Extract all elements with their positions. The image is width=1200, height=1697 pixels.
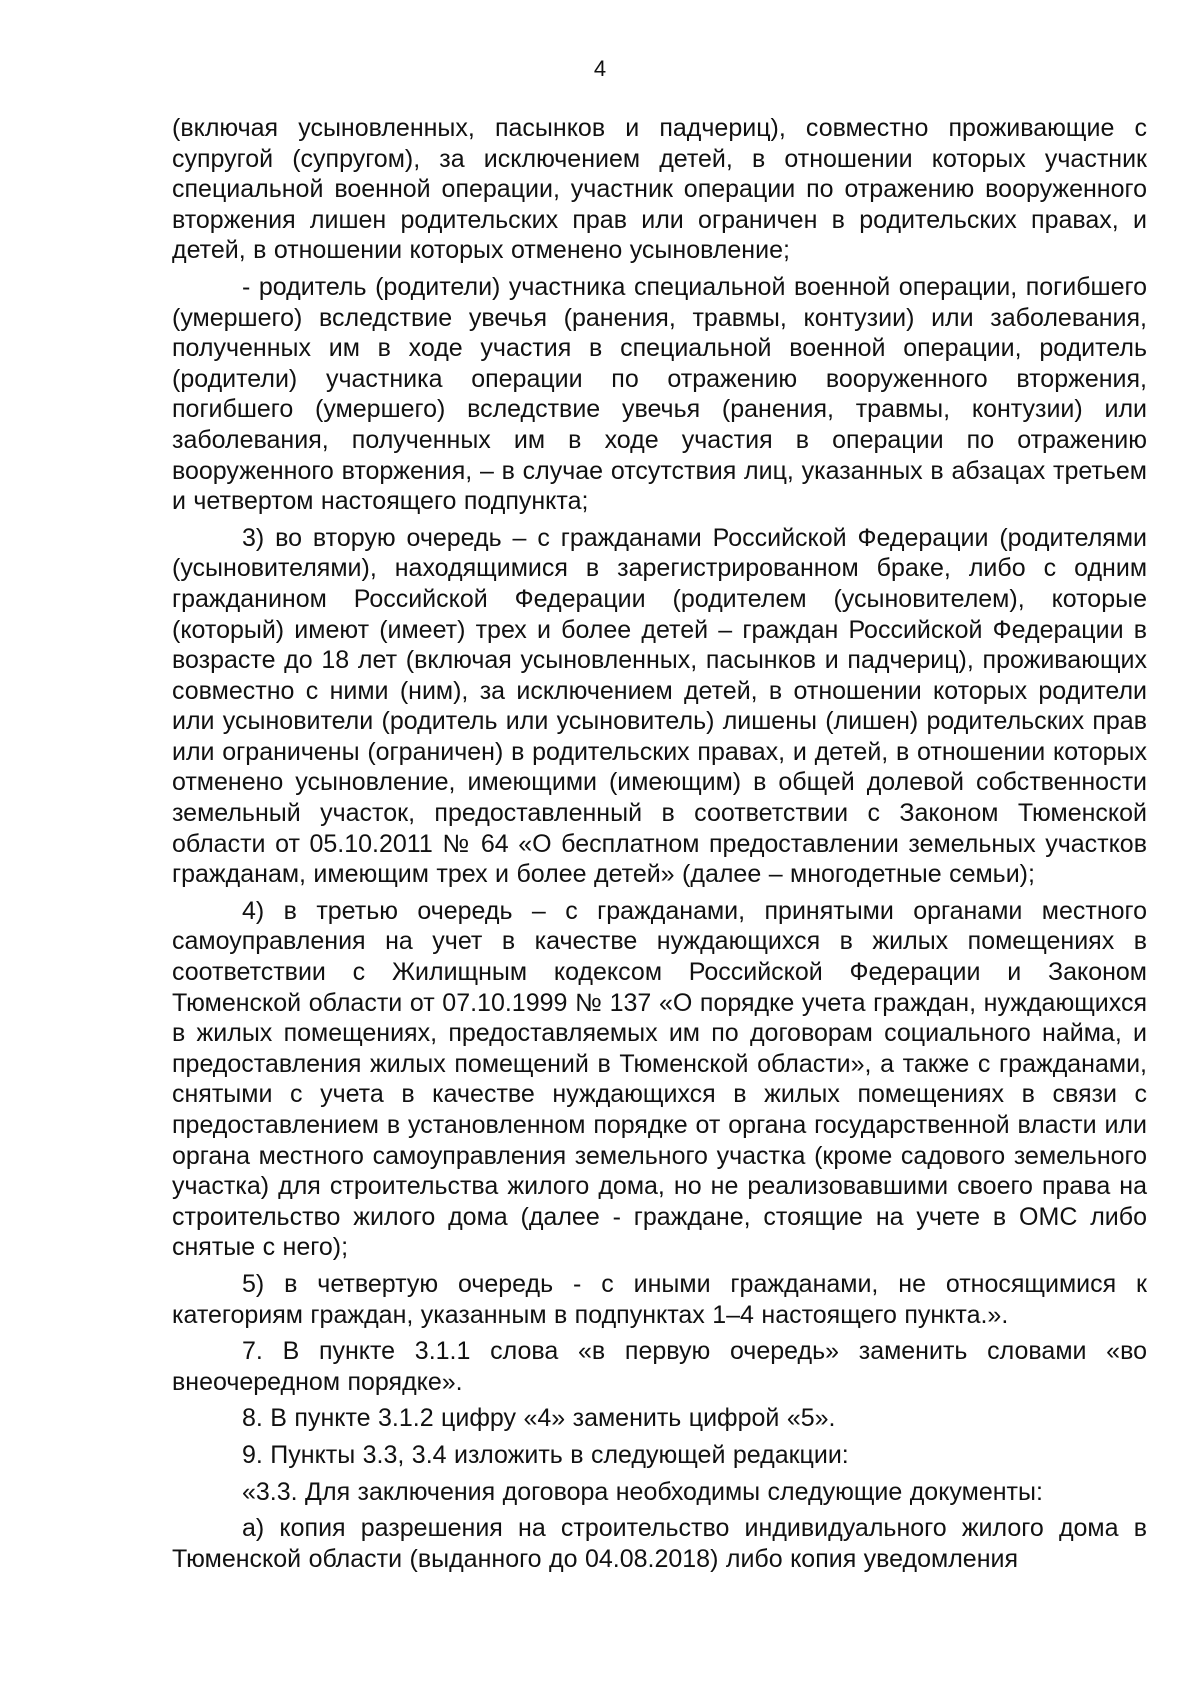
paragraph-parents-of-participant: - родитель (родители) участника специальной военной операции, погибшего (умершего) вследствие увечья (ранения, травмы, контузии) или заболевания, полученных им в ходе участия в специальной военной операции, родитель (родители) участника операции по отражению вооруженного вторжения, погибшего (умершего) вследствие увечья (ранения, травмы, контузии) или заболевания, полученных им в ходе участия в операции по отражению вооруженного вторжения, – в случае отсутствия лиц, указанных в абзацах третьем и четвертом настоящего подпункта; [172, 272, 1147, 516]
paragraph-item-3: 3) во вторую очередь – с гражданами Российской Федерации (родителями (усыновителями), находящимися в зарегистрированном браке, либо с одним гражданином Российской Федерации (родителем (усыновителем), которые (который) имеют (имеет) трех и более детей – граждан Российской Федерации в возрасте до 18 лет (включая усыновленных, пасынков и падчериц), проживающих совместно с ними (ним), за исключением детей, в отношении которых родители или усыновители (родитель или усыновитель) лишены (лишен) родительских прав или ограничены (ограничен) в родительских правах, и детей, в отношении которых отменено усыновление, имеющими (имеющим) в общей долевой собственности земельный участок, предоставленный в соответствии с Законом Тюменской области от 05.10.2011 № 64 «О бесплатном предоставлении земельных участков гражданам, имеющим трех и более детей» (далее – многодетные семьи); [172, 523, 1147, 889]
page-number: 4 [593, 56, 607, 81]
paragraph-clause-3-3: «3.3. Для заключения договора необходимы следующие документы: [242, 1477, 1043, 1506]
document-body [172, 113, 1147, 1574]
paragraph-item-5: 5) в четвертую очередь - с иными гражданами, не относящимися к категориям граждан, указанным в подпунктах 1–4 настоящего пункта.». [172, 1269, 1147, 1329]
paragraph-item-4: 4) в третью очередь – с гражданами, принятыми органами местного самоуправления на учет в качестве нуждающихся в жилых помещениях в соответствии с Жилищным кодексом Российской Федерации и Законом Тюменской области от 07.10.1999 № 137 «О порядке учета граждан, нуждающихся в жилых помещениях, предоставляемых им по договорам социального найма, и предоставления жилых помещений в Тюменской области», а также с гражданами, снятыми с учета в качестве нуждающихся в жилых помещениях в связи с предоставлением в установленном порядке от органа государственной власти или органа местного самоуправления земельного участка (кроме садового земельного участка) для строительства жилого дома, но не реализовавшими своего права на строительство жилого дома (далее - граждане, стоящие на учете в ОМС либо снятые с него); [172, 896, 1147, 1262]
paragraph-point-9: 9. Пункты 3.3, 3.4 изложить в следующей редакции: [242, 1440, 849, 1469]
paragraph-continuation: (включая усыновленных, пасынков и падчериц), совместно проживающие с супругой (супругом), за исключением детей, в отношении которых участник специальной военной операции, участник операции по отражению вооруженного вторжения лишен родительских прав или ограничен в родительских правах, и детей, в отношении которых отменено усыновление; [172, 114, 1147, 265]
paragraph-point-8: 8. В пункте 3.1.2 цифру «4» заменить цифрой «5». [242, 1404, 836, 1433]
paragraph-subclause-a: а) копия разрешения на строительство индивидуального жилого дома в Тюменской области (выданного до 04.08.2018) либо копия уведомления [172, 1514, 1147, 1573]
paragraph-point-7: 7. В пункте 3.1.1 слова «в первую очередь» заменить словами «во внеочередном порядке». [172, 1337, 1147, 1396]
